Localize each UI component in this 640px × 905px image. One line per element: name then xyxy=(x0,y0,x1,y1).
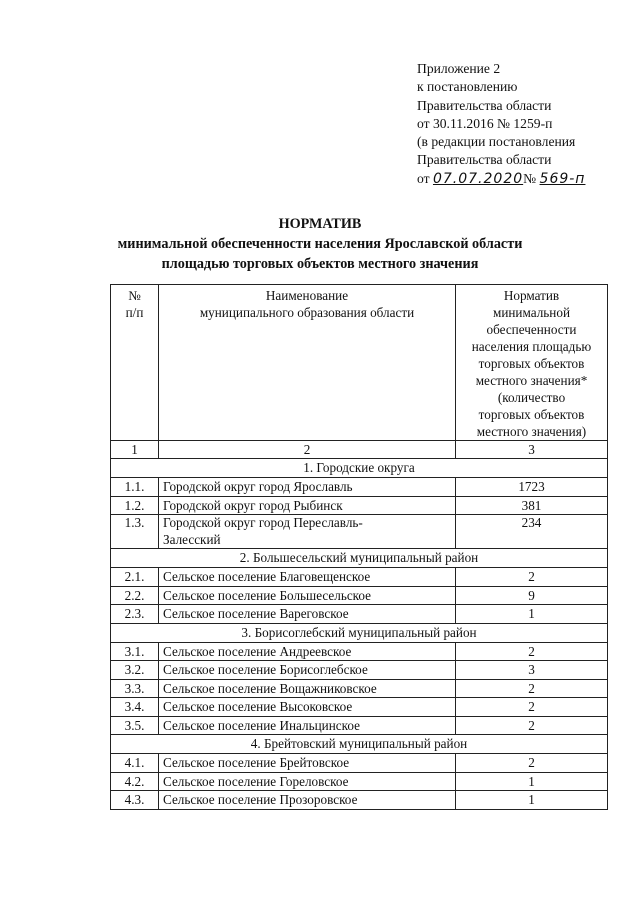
municipality-name: Сельское поселение Борисоглебское xyxy=(159,661,456,680)
header-from-prefix: от xyxy=(417,170,430,186)
table-row xyxy=(111,772,608,791)
row-number: 4.1. xyxy=(111,754,159,773)
row-number: 3.3. xyxy=(111,679,159,698)
municipality-name: Городской округ город Рыбинск xyxy=(159,496,456,515)
row-number: 2.3. xyxy=(111,605,159,624)
header-line: Правительства области xyxy=(417,152,552,168)
section-title: 2. Большесельский муниципальный район xyxy=(111,549,608,568)
municipality-name: Сельское поселение Андреевское xyxy=(159,642,456,661)
row-number: 3.5. xyxy=(111,716,159,735)
norm-value: 1723 xyxy=(456,478,608,497)
municipality-name: Городской округ город Переславль- Залесский xyxy=(159,515,456,549)
section-row xyxy=(111,549,608,568)
section-row xyxy=(111,735,608,754)
document-title xyxy=(0,214,640,274)
table-row xyxy=(111,515,608,549)
norm-value: 1 xyxy=(456,791,608,810)
handwritten-date: 07.07.2020 xyxy=(432,170,524,187)
row-number: 1.2. xyxy=(111,496,159,515)
row-number: 3.4. xyxy=(111,698,159,717)
section-title: 1. Городские округа xyxy=(111,459,608,478)
table-row xyxy=(111,661,608,680)
table-row xyxy=(111,679,608,698)
row-number: 3.2. xyxy=(111,661,159,680)
table-row xyxy=(111,754,608,773)
norm-value: 2 xyxy=(456,568,608,587)
header-line: (в редакции постановления xyxy=(417,134,576,150)
table-header-row xyxy=(111,285,608,441)
table-row xyxy=(111,642,608,661)
header-line: от 30.11.2016 № 1259-п xyxy=(417,115,553,131)
section-title: 3. Борисоглебский муниципальный район xyxy=(111,623,608,642)
header-cell-number: № п/п xyxy=(111,285,159,441)
column-number-row xyxy=(111,441,608,459)
column-number: 3 xyxy=(456,441,608,459)
row-number: 2.2. xyxy=(111,586,159,605)
appendix-header xyxy=(417,60,632,188)
norm-value: 2 xyxy=(456,642,608,661)
norm-value: 234 xyxy=(456,515,608,549)
table-row xyxy=(111,605,608,624)
column-number: 1 xyxy=(111,441,159,459)
norm-value: 2 xyxy=(456,698,608,717)
norm-value: 381 xyxy=(456,496,608,515)
table-row xyxy=(111,586,608,605)
table-row xyxy=(111,698,608,717)
municipality-name: Сельское поселение Гореловское xyxy=(159,772,456,791)
municipality-name: Сельское поселение Прозоровское xyxy=(159,791,456,810)
row-number: 4.3. xyxy=(111,791,159,810)
table-row xyxy=(111,716,608,735)
section-row xyxy=(111,623,608,642)
norm-value: 3 xyxy=(456,661,608,680)
row-number: 2.1. xyxy=(111,568,159,587)
header-last-line xyxy=(417,170,632,188)
row-number: 4.2. xyxy=(111,772,159,791)
municipality-name: Сельское поселение Благовещенское xyxy=(159,568,456,587)
municipality-name: Сельское поселение Вощажниковское xyxy=(159,679,456,698)
municipality-name: Городской округ город Ярославль xyxy=(159,478,456,497)
row-number: 1.1. xyxy=(111,478,159,497)
title-line-3: площадью торговых объектов местного значения xyxy=(161,256,479,272)
row-number: 3.1. xyxy=(111,642,159,661)
header-line: Приложение 2 xyxy=(417,61,501,76)
municipality-name: Сельское поселение Инальцинское xyxy=(159,716,456,735)
number-sign: № xyxy=(523,170,537,186)
header-cell-norm: Норматив минимальной обеспеченности населения площадью торговых объектов местного значения* (количество торговых объектов местного значения) xyxy=(456,285,608,441)
title-line-2: минимальной обеспеченности населения Ярославской области xyxy=(117,236,523,252)
header-cell-name: Наименование муниципального образования области xyxy=(159,285,456,441)
municipality-name: Сельское поселение Брейтовское xyxy=(159,754,456,773)
norm-value: 1 xyxy=(456,605,608,624)
header-line: к постановлению xyxy=(417,79,518,95)
municipality-name: Сельское поселение Высоковское xyxy=(159,698,456,717)
norm-value: 2 xyxy=(456,679,608,698)
norm-table xyxy=(110,284,608,810)
norm-value: 9 xyxy=(456,586,608,605)
header-line: Правительства области xyxy=(417,97,552,113)
norm-value: 2 xyxy=(456,716,608,735)
row-number: 1.3. xyxy=(111,515,159,549)
column-number: 2 xyxy=(159,441,456,459)
table-row xyxy=(111,478,608,497)
norm-value: 2 xyxy=(456,754,608,773)
municipality-name: Сельское поселение Большесельское xyxy=(159,586,456,605)
table-row xyxy=(111,568,608,587)
municipality-name: Сельское поселение Вареговское xyxy=(159,605,456,624)
title-line-1: НОРМАТИВ xyxy=(278,216,362,232)
norm-value: 1 xyxy=(456,772,608,791)
table-row xyxy=(111,496,608,515)
section-title: 4. Брейтовский муниципальный район xyxy=(111,735,608,754)
section-row xyxy=(111,459,608,478)
handwritten-number: 569-п xyxy=(539,170,586,187)
table-row xyxy=(111,791,608,810)
